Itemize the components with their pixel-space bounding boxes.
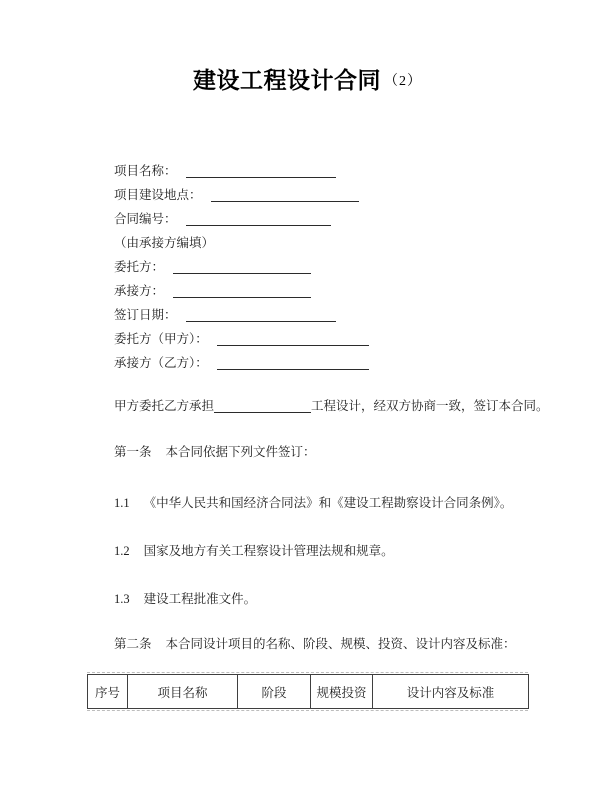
clause-1-3	[114, 591, 528, 607]
field-label: 承接方：	[114, 284, 165, 298]
header-cell-project-name: 项目名称	[128, 675, 238, 709]
field-contract-number	[114, 207, 528, 231]
document-title	[87, 66, 528, 97]
field-entrusting-party	[114, 255, 528, 279]
title-suffix-text: （2）	[384, 74, 422, 89]
clause-1-2	[114, 543, 528, 559]
title-text: 建设工程设计合同	[193, 68, 381, 94]
clause-article-2	[114, 636, 528, 652]
field-signing-date	[114, 303, 528, 327]
field-party-b	[114, 351, 528, 375]
field-label: 项目名称：	[114, 164, 177, 178]
clause-text: 建设工程批准文件。	[143, 592, 257, 606]
clause-1-1	[114, 495, 528, 511]
field-label: 合同编号：	[114, 212, 177, 226]
note-filled-by-contractor	[114, 231, 528, 255]
intro-text-after: 工程设计，经双方协商一致，签订本合同。	[311, 399, 549, 413]
blank-line	[186, 211, 331, 226]
clause-number: 第一条	[114, 445, 152, 459]
clause-text: 本合同设计项目的名称、阶段、规模、投资、设计内容及标准：	[165, 637, 516, 651]
field-undertaking-party	[114, 279, 528, 303]
field-label: 签订日期：	[114, 308, 177, 322]
header-cell-seq: 序号	[88, 675, 128, 709]
blank-line	[173, 283, 311, 298]
field-label: 委托方（甲方）：	[114, 332, 208, 346]
header-cell-stage: 阶段	[238, 675, 311, 709]
blank-line	[173, 259, 311, 274]
clause-text: 国家及地方有关工程察设计管理法规和规章。	[143, 544, 394, 558]
field-party-a	[114, 327, 528, 351]
project-table	[87, 674, 529, 709]
project-table-wrapper	[87, 672, 528, 711]
blank-line	[211, 187, 359, 202]
clause-number: 第二条	[114, 637, 152, 651]
blank-line	[217, 355, 369, 370]
clause-number: 1.1	[114, 496, 130, 510]
blank-line	[186, 307, 336, 322]
intro-text-before: 甲方委托乙方承担	[114, 399, 215, 413]
header-fields	[114, 159, 528, 375]
field-label: 委托方：	[114, 260, 165, 274]
field-project-location	[114, 183, 528, 207]
field-label: 项目建设地点：	[114, 188, 202, 202]
clause-number: 1.3	[114, 592, 130, 606]
intro-paragraph	[114, 398, 549, 414]
field-label: 承接方（乙方）：	[114, 356, 208, 370]
table-header-row	[88, 675, 529, 709]
blank-line	[217, 331, 369, 346]
header-cell-investment: 规模投资	[311, 675, 373, 709]
blank-line	[186, 163, 336, 178]
field-project-name	[114, 159, 528, 183]
header-cell-design-content: 设计内容及标准	[373, 675, 529, 709]
clause-number: 1.2	[114, 544, 130, 558]
clause-text: 本合同依据下列文件签订：	[165, 445, 316, 459]
field-label: （由承接方编填）	[114, 236, 215, 250]
intro-blank-line	[214, 398, 311, 413]
clause-article-1	[114, 444, 528, 460]
clause-text: 《中华人民共和国经济合同法》和《建设工程勘察设计合同条例》。	[143, 496, 513, 510]
